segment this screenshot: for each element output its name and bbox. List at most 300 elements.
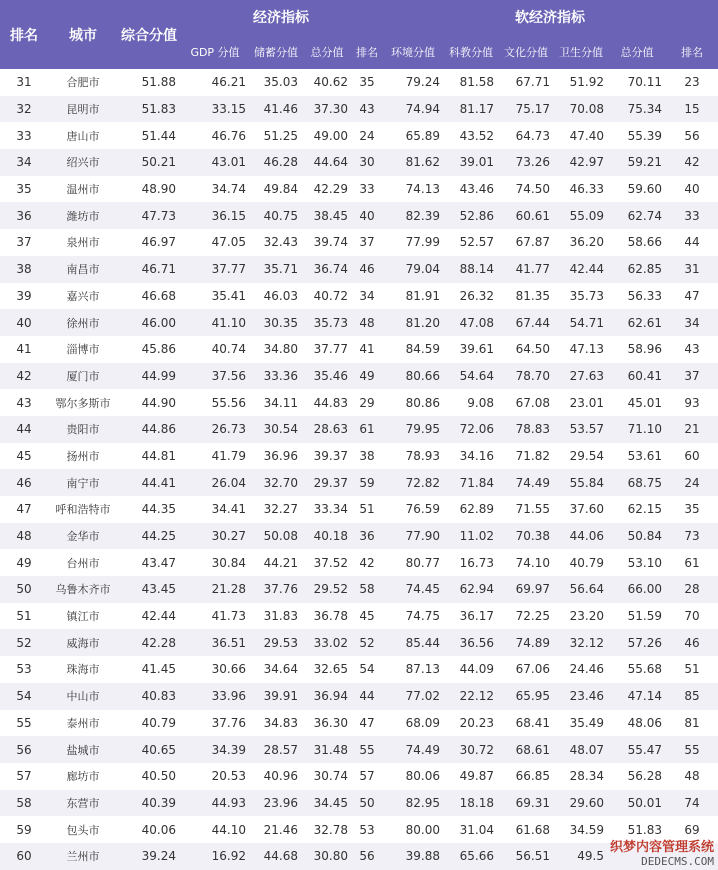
table-row: [0, 603, 718, 630]
total-score-cell: 46.00: [118, 309, 180, 336]
table-body: [0, 69, 718, 870]
health-score-cell: 40.79: [554, 549, 608, 576]
rank-cell: 34: [0, 149, 48, 176]
education-score-cell: 62.94: [444, 576, 498, 603]
culture-score-cell: 67.44: [498, 309, 554, 336]
table-row: [0, 683, 718, 710]
education-score-cell: 18.18: [444, 790, 498, 817]
total-score-cell: 41.45: [118, 656, 180, 683]
savings-score-cell: 32.43: [250, 229, 302, 256]
soft-total-cell: 48.06: [608, 710, 666, 737]
gdp-score-cell: 37.76: [180, 710, 250, 737]
economic-rank-cell: 38: [352, 443, 382, 470]
economic-total-cell: 44.83: [302, 389, 352, 416]
health-score-cell: 35.49: [554, 710, 608, 737]
environment-score-cell: 80.86: [382, 389, 444, 416]
health-score-cell: 53.57: [554, 416, 608, 443]
city-cell: 泰州市: [48, 710, 118, 737]
soft-rank-cell: 43: [666, 336, 718, 363]
economic-rank-cell: 34: [352, 283, 382, 310]
table-row: [0, 843, 718, 870]
culture-score-cell: 73.26: [498, 149, 554, 176]
gdp-score-cell: 47.05: [180, 229, 250, 256]
environment-score-cell: 68.09: [382, 710, 444, 737]
health-score-cell: 56.64: [554, 576, 608, 603]
table-row: [0, 443, 718, 470]
city-cell: 嘉兴市: [48, 283, 118, 310]
culture-score-cell: 41.77: [498, 256, 554, 283]
environment-score-cell: 80.06: [382, 763, 444, 790]
city-cell: 珠海市: [48, 656, 118, 683]
savings-score-cell: 32.27: [250, 496, 302, 523]
header-economic-group: 经济指标: [180, 0, 382, 34]
gdp-score-cell: 30.66: [180, 656, 250, 683]
table-row: [0, 389, 718, 416]
savings-score-cell: 40.96: [250, 763, 302, 790]
education-score-cell: 30.72: [444, 736, 498, 763]
economic-total-cell: 32.65: [302, 656, 352, 683]
gdp-score-cell: 34.39: [180, 736, 250, 763]
soft-rank-cell: 28: [666, 576, 718, 603]
city-cell: 东营市: [48, 790, 118, 817]
economic-rank-cell: 29: [352, 389, 382, 416]
soft-total-cell: 51.59: [608, 603, 666, 630]
table-row: [0, 736, 718, 763]
soft-rank-cell: 44: [666, 229, 718, 256]
savings-score-cell: 34.64: [250, 656, 302, 683]
city-cell: 廊坊市: [48, 763, 118, 790]
culture-score-cell: 75.17: [498, 96, 554, 123]
health-score-cell: 44.06: [554, 523, 608, 550]
savings-score-cell: 35.71: [250, 256, 302, 283]
health-score-cell: 55.09: [554, 202, 608, 229]
environment-score-cell: 74.45: [382, 576, 444, 603]
economic-rank-cell: 36: [352, 523, 382, 550]
soft-rank-cell: 21: [666, 416, 718, 443]
soft-total-cell: 70.11: [608, 69, 666, 96]
gdp-score-cell: 34.41: [180, 496, 250, 523]
soft-total-cell: 56.33: [608, 283, 666, 310]
rank-cell: 43: [0, 389, 48, 416]
soft-total-cell: 59.21: [608, 149, 666, 176]
health-score-cell: 34.59: [554, 816, 608, 843]
table-row: [0, 283, 718, 310]
table-row: [0, 416, 718, 443]
economic-rank-cell: 37: [352, 229, 382, 256]
table-row: [0, 816, 718, 843]
economic-total-cell: 40.72: [302, 283, 352, 310]
economic-rank-cell: 54: [352, 656, 382, 683]
gdp-score-cell: 55.56: [180, 389, 250, 416]
table-row: [0, 549, 718, 576]
city-cell: 厦门市: [48, 363, 118, 390]
soft-rank-cell: 60: [666, 443, 718, 470]
total-score-cell: 47.73: [118, 202, 180, 229]
soft-rank-cell: 37: [666, 363, 718, 390]
economic-total-cell: 36.74: [302, 256, 352, 283]
rank-cell: 33: [0, 122, 48, 149]
soft-total-cell: 60.41: [608, 363, 666, 390]
economic-total-cell: 31.48: [302, 736, 352, 763]
table-row: [0, 336, 718, 363]
total-score-cell: 39.24: [118, 843, 180, 870]
health-score-cell: 23.46: [554, 683, 608, 710]
education-score-cell: 44.09: [444, 656, 498, 683]
soft-rank-cell: 34: [666, 309, 718, 336]
gdp-score-cell: 34.74: [180, 176, 250, 203]
environment-score-cell: 82.95: [382, 790, 444, 817]
education-score-cell: 26.32: [444, 283, 498, 310]
table-row: [0, 96, 718, 123]
table-row: [0, 229, 718, 256]
soft-rank-cell: 35: [666, 496, 718, 523]
gdp-score-cell: 36.15: [180, 202, 250, 229]
table-row: [0, 496, 718, 523]
total-score-cell: 40.79: [118, 710, 180, 737]
city-cell: 威海市: [48, 629, 118, 656]
rank-cell: 38: [0, 256, 48, 283]
soft-rank-cell: 40: [666, 176, 718, 203]
savings-score-cell: 23.96: [250, 790, 302, 817]
gdp-score-cell: 46.21: [180, 69, 250, 96]
soft-total-cell: 66.00: [608, 576, 666, 603]
education-score-cell: 39.61: [444, 336, 498, 363]
culture-score-cell: 56.51: [498, 843, 554, 870]
savings-score-cell: 29.53: [250, 629, 302, 656]
health-score-cell: 32.12: [554, 629, 608, 656]
savings-score-cell: 31.83: [250, 603, 302, 630]
savings-score-cell: 39.91: [250, 683, 302, 710]
economic-total-cell: 33.02: [302, 629, 352, 656]
rank-cell: 48: [0, 523, 48, 550]
economic-total-cell: 36.78: [302, 603, 352, 630]
economic-total-cell: 33.34: [302, 496, 352, 523]
savings-score-cell: 28.57: [250, 736, 302, 763]
soft-total-cell: 56.28: [608, 763, 666, 790]
culture-score-cell: 67.08: [498, 389, 554, 416]
economic-total-cell: 39.74: [302, 229, 352, 256]
savings-score-cell: 40.75: [250, 202, 302, 229]
culture-score-cell: 74.10: [498, 549, 554, 576]
gdp-score-cell: 41.10: [180, 309, 250, 336]
soft-total-cell: 58.66: [608, 229, 666, 256]
rank-cell: 50: [0, 576, 48, 603]
soft-total-cell: 55.39: [608, 122, 666, 149]
city-cell: 泉州市: [48, 229, 118, 256]
economic-total-cell: 29.37: [302, 469, 352, 496]
culture-score-cell: 65.95: [498, 683, 554, 710]
soft-total-cell: 51.83: [608, 816, 666, 843]
header-soft-rank: 排名: [666, 34, 718, 69]
environment-score-cell: 80.00: [382, 816, 444, 843]
economic-total-cell: 30.74: [302, 763, 352, 790]
total-score-cell: 51.88: [118, 69, 180, 96]
table-row: [0, 202, 718, 229]
health-score-cell: 28.34: [554, 763, 608, 790]
education-score-cell: 52.57: [444, 229, 498, 256]
savings-score-cell: 30.54: [250, 416, 302, 443]
economic-rank-cell: 30: [352, 149, 382, 176]
total-score-cell: 43.45: [118, 576, 180, 603]
table-header: [0, 0, 718, 69]
soft-total-cell: 58.96: [608, 336, 666, 363]
savings-score-cell: 35.03: [250, 69, 302, 96]
soft-total-cell: 50.84: [608, 523, 666, 550]
header-culture-score: 文化分值: [498, 34, 554, 69]
header-economic-rank: 排名: [352, 34, 382, 69]
city-cell: 扬州市: [48, 443, 118, 470]
table-row: [0, 309, 718, 336]
culture-score-cell: 71.82: [498, 443, 554, 470]
soft-rank-cell: 73: [666, 523, 718, 550]
education-score-cell: 72.06: [444, 416, 498, 443]
environment-score-cell: 77.99: [382, 229, 444, 256]
soft-rank-cell: 69: [666, 816, 718, 843]
soft-total-cell: 47.14: [608, 683, 666, 710]
city-cell: 南宁市: [48, 469, 118, 496]
total-score-cell: 44.90: [118, 389, 180, 416]
health-score-cell: 23.01: [554, 389, 608, 416]
environment-score-cell: 74.75: [382, 603, 444, 630]
soft-total-cell: 62.74: [608, 202, 666, 229]
savings-score-cell: 49.84: [250, 176, 302, 203]
culture-score-cell: 72.25: [498, 603, 554, 630]
economic-total-cell: 28.63: [302, 416, 352, 443]
economic-rank-cell: 45: [352, 603, 382, 630]
savings-score-cell: 33.36: [250, 363, 302, 390]
soft-total-cell: 55.68: [608, 656, 666, 683]
header-education-score: 科教分值: [444, 34, 498, 69]
gdp-score-cell: 35.41: [180, 283, 250, 310]
education-score-cell: 36.17: [444, 603, 498, 630]
soft-total-cell: 75.34: [608, 96, 666, 123]
economic-total-cell: 36.30: [302, 710, 352, 737]
health-score-cell: 23.20: [554, 603, 608, 630]
education-score-cell: 31.04: [444, 816, 498, 843]
savings-score-cell: 44.68: [250, 843, 302, 870]
table-row: [0, 469, 718, 496]
health-score-cell: 51.92: [554, 69, 608, 96]
education-score-cell: 62.89: [444, 496, 498, 523]
education-score-cell: 65.66: [444, 843, 498, 870]
total-score-cell: 40.06: [118, 816, 180, 843]
soft-rank-cell: 56: [666, 122, 718, 149]
soft-rank-cell: 24: [666, 469, 718, 496]
economic-rank-cell: 43: [352, 96, 382, 123]
soft-total-cell: 53.10: [608, 549, 666, 576]
total-score-cell: 51.83: [118, 96, 180, 123]
gdp-score-cell: 20.53: [180, 763, 250, 790]
gdp-score-cell: 36.51: [180, 629, 250, 656]
culture-score-cell: 60.61: [498, 202, 554, 229]
soft-rank-cell: 33: [666, 202, 718, 229]
total-score-cell: 44.99: [118, 363, 180, 390]
total-score-cell: 40.83: [118, 683, 180, 710]
economic-total-cell: 39.37: [302, 443, 352, 470]
city-cell: 贵阳市: [48, 416, 118, 443]
soft-rank-cell: 51: [666, 656, 718, 683]
city-cell: 淄博市: [48, 336, 118, 363]
header-economic-total: 总分值: [302, 34, 352, 69]
economic-rank-cell: 52: [352, 629, 382, 656]
gdp-score-cell: 41.79: [180, 443, 250, 470]
soft-total-cell: 62.61: [608, 309, 666, 336]
soft-rank-cell: 23: [666, 69, 718, 96]
soft-total-cell: 50.01: [608, 790, 666, 817]
rank-cell: 57: [0, 763, 48, 790]
economic-total-cell: 49.00: [302, 122, 352, 149]
header-savings-score: 储蓄分值: [250, 34, 302, 69]
health-score-cell: 46.33: [554, 176, 608, 203]
rank-cell: 53: [0, 656, 48, 683]
city-cell: 鄂尔多斯市: [48, 389, 118, 416]
rank-cell: 59: [0, 816, 48, 843]
soft-rank-cell: 15: [666, 96, 718, 123]
savings-score-cell: 44.21: [250, 549, 302, 576]
culture-score-cell: 67.06: [498, 656, 554, 683]
education-score-cell: 49.87: [444, 763, 498, 790]
rank-cell: 42: [0, 363, 48, 390]
header-soft-total: 总分值: [608, 34, 666, 69]
city-cell: 呼和浩特市: [48, 496, 118, 523]
gdp-score-cell: 16.92: [180, 843, 250, 870]
culture-score-cell: 70.38: [498, 523, 554, 550]
soft-rank-cell: 48: [666, 763, 718, 790]
economic-rank-cell: 61: [352, 416, 382, 443]
economic-rank-cell: 35: [352, 69, 382, 96]
savings-score-cell: 21.46: [250, 816, 302, 843]
table-row: [0, 656, 718, 683]
gdp-score-cell: 30.84: [180, 549, 250, 576]
education-score-cell: 11.02: [444, 523, 498, 550]
environment-score-cell: 84.59: [382, 336, 444, 363]
environment-score-cell: 39.88: [382, 843, 444, 870]
rank-cell: 31: [0, 69, 48, 96]
education-score-cell: 20.23: [444, 710, 498, 737]
savings-score-cell: 36.96: [250, 443, 302, 470]
rank-cell: 41: [0, 336, 48, 363]
table-row: [0, 122, 718, 149]
rank-cell: 32: [0, 96, 48, 123]
city-cell: 温州市: [48, 176, 118, 203]
rank-cell: 46: [0, 469, 48, 496]
culture-score-cell: 74.89: [498, 629, 554, 656]
soft-rank-cell: 42: [666, 149, 718, 176]
soft-rank-cell: 46: [666, 629, 718, 656]
culture-score-cell: 66.85: [498, 763, 554, 790]
environment-score-cell: 81.91: [382, 283, 444, 310]
environment-score-cell: 85.44: [382, 629, 444, 656]
health-score-cell: 70.08: [554, 96, 608, 123]
city-cell: 合肥市: [48, 69, 118, 96]
economic-rank-cell: 49: [352, 363, 382, 390]
culture-score-cell: 68.61: [498, 736, 554, 763]
environment-score-cell: 77.90: [382, 523, 444, 550]
savings-score-cell: 30.35: [250, 309, 302, 336]
watermark-title: 织梦内容管理系统: [609, 840, 714, 855]
city-cell: 包头市: [48, 816, 118, 843]
economic-total-cell: 44.64: [302, 149, 352, 176]
rank-cell: 55: [0, 710, 48, 737]
total-score-cell: 48.90: [118, 176, 180, 203]
culture-score-cell: 69.97: [498, 576, 554, 603]
economic-rank-cell: 44: [352, 683, 382, 710]
economic-rank-cell: 58: [352, 576, 382, 603]
education-score-cell: 34.16: [444, 443, 498, 470]
economic-rank-cell: 55: [352, 736, 382, 763]
gdp-score-cell: 44.10: [180, 816, 250, 843]
gdp-score-cell: 37.77: [180, 256, 250, 283]
gdp-score-cell: 30.27: [180, 523, 250, 550]
soft-total-cell: 57.26: [608, 629, 666, 656]
economic-total-cell: 29.52: [302, 576, 352, 603]
education-score-cell: 16.73: [444, 549, 498, 576]
savings-score-cell: 41.46: [250, 96, 302, 123]
rank-cell: 44: [0, 416, 48, 443]
education-score-cell: 36.56: [444, 629, 498, 656]
economic-total-cell: 40.62: [302, 69, 352, 96]
environment-score-cell: 82.39: [382, 202, 444, 229]
culture-score-cell: 81.35: [498, 283, 554, 310]
soft-total-cell: 53.61: [608, 443, 666, 470]
health-score-cell: 36.20: [554, 229, 608, 256]
economic-total-cell: 40.18: [302, 523, 352, 550]
health-score-cell: 49.5: [554, 843, 608, 870]
health-score-cell: 24.46: [554, 656, 608, 683]
environment-score-cell: 74.49: [382, 736, 444, 763]
economic-rank-cell: 57: [352, 763, 382, 790]
savings-score-cell: 37.76: [250, 576, 302, 603]
environment-score-cell: 65.89: [382, 122, 444, 149]
education-score-cell: 39.01: [444, 149, 498, 176]
economic-total-cell: 35.46: [302, 363, 352, 390]
environment-score-cell: 81.62: [382, 149, 444, 176]
economic-total-cell: 38.45: [302, 202, 352, 229]
culture-score-cell: 69.31: [498, 790, 554, 817]
savings-score-cell: 51.25: [250, 122, 302, 149]
gdp-score-cell: 37.56: [180, 363, 250, 390]
health-score-cell: 27.63: [554, 363, 608, 390]
economic-rank-cell: 33: [352, 176, 382, 203]
economic-rank-cell: 56: [352, 843, 382, 870]
culture-score-cell: 64.50: [498, 336, 554, 363]
economic-total-cell: 37.52: [302, 549, 352, 576]
environment-score-cell: 76.59: [382, 496, 444, 523]
gdp-score-cell: 33.15: [180, 96, 250, 123]
soft-total-cell: [608, 843, 666, 870]
economic-rank-cell: 59: [352, 469, 382, 496]
health-score-cell: 37.60: [554, 496, 608, 523]
header-environment-score: 环境分值: [382, 34, 444, 69]
economic-rank-cell: 46: [352, 256, 382, 283]
total-score-cell: 50.21: [118, 149, 180, 176]
economic-total-cell: 34.45: [302, 790, 352, 817]
education-score-cell: 88.14: [444, 256, 498, 283]
health-score-cell: 42.44: [554, 256, 608, 283]
health-score-cell: 47.13: [554, 336, 608, 363]
soft-rank-cell: 85: [666, 683, 718, 710]
total-score-cell: 42.28: [118, 629, 180, 656]
savings-score-cell: 46.03: [250, 283, 302, 310]
header-gdp-score: GDP 分值: [180, 34, 250, 69]
gdp-score-cell: 21.28: [180, 576, 250, 603]
health-score-cell: 54.71: [554, 309, 608, 336]
culture-score-cell: 68.41: [498, 710, 554, 737]
education-score-cell: 9.08: [444, 389, 498, 416]
economic-rank-cell: 40: [352, 202, 382, 229]
economic-rank-cell: 50: [352, 790, 382, 817]
city-cell: 台州市: [48, 549, 118, 576]
